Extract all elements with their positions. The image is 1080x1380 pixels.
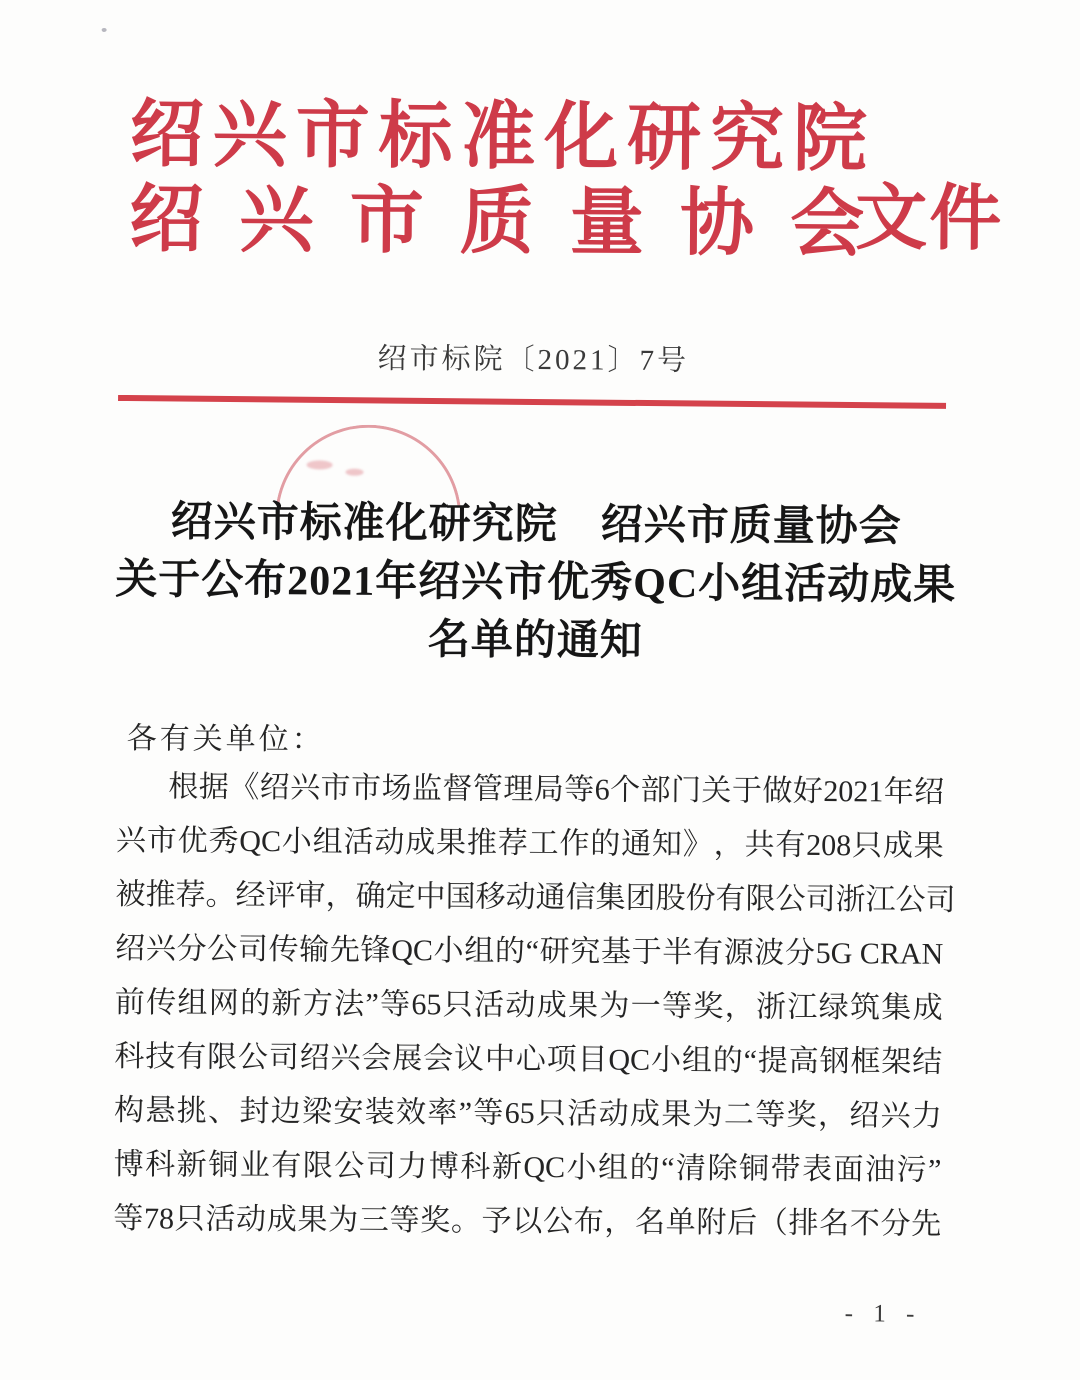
body-line: 被 推 荐 。 经 评 审 ， 确 定 中 国 移 动 通 信 集 团 股 份 有 限 公 司 浙 江 公 司: [115, 878, 956, 917]
body-line: 博 科 新 铜 业 有 限 公 司 力 博 科 新 QC 小 组 的 “ 清 除 铜 带 表 面 油 污 ”: [113, 1148, 942, 1187]
body-line: 前 传 组 网 的 新 方 法 ” 等 65 只 活 动 成 果 为 一 等 奖 ， 浙 江 绿 筑 集 成: [114, 986, 943, 1025]
body-paragraph: [113, 760, 956, 1252]
body-line: 绍 兴 分 公 司 传 输 先 锋 QC 小 组 的 “ 研 究 基 于 半 有 源 波 分 5G CRAN: [115, 932, 944, 971]
letterhead-org-line2: 绍 兴 市 质 量 协 会: [129, 179, 865, 267]
letterhead-wenjian-suffix: 文件: [855, 178, 1004, 260]
body-line: 科 技 有 限 公 司 绍 兴 会 展 会 议 中 心 项 目 QC 小 组 的 “ 提 高 钢 框 架 结: [114, 1040, 943, 1079]
page-number: - 1 -: [844, 1300, 922, 1328]
official-seal-arc: [271, 420, 474, 505]
title-line-2: 关于公布2021年绍兴市优秀QC小组活动成果: [115, 557, 957, 609]
letterhead-org-line1: 绍 兴 市 标 准 化 研 究 院: [129, 94, 868, 182]
document-title: [7, 492, 1064, 673]
body-line: 根 据 《 绍 兴 市 市 场 监 督 管 理 局 等 6 个 部 门 关 于 做 好 2021 年 绍: [168, 770, 945, 809]
body-line: 构 悬 挑 、 封 边 梁 安 装 效 率 ” 等 65 只 活 动 成 果 为 二 等 奖 ， 绍 兴 力: [113, 1094, 943, 1133]
red-separator-rule: [118, 395, 946, 409]
seal-circle-outline: [275, 424, 462, 505]
seal-ink-speck: [307, 460, 333, 469]
body-line: 兴 市 优 秀 QC 小 组 活 动 成 果 推 荐 工 作 的 通 知 》 ， 共 有 208 只 成 果: [115, 824, 944, 863]
body-line: 等 78 只 活 动 成 果 为 三 等 奖 。 予 以 公 布 ， 名 单 附 后 （ 排 名 不 分 先: [113, 1202, 942, 1241]
salutation: 各有关单位：: [126, 722, 325, 757]
scan-dust-speck: [102, 28, 107, 32]
title-line-3: 名单的通知: [427, 617, 644, 665]
document-number: 绍市标院〔2021〕7号: [377, 342, 690, 378]
title-line-1: 绍兴市标准化研究院 绍兴市质量协会: [170, 499, 902, 551]
seal-ink-speck: [346, 469, 364, 476]
